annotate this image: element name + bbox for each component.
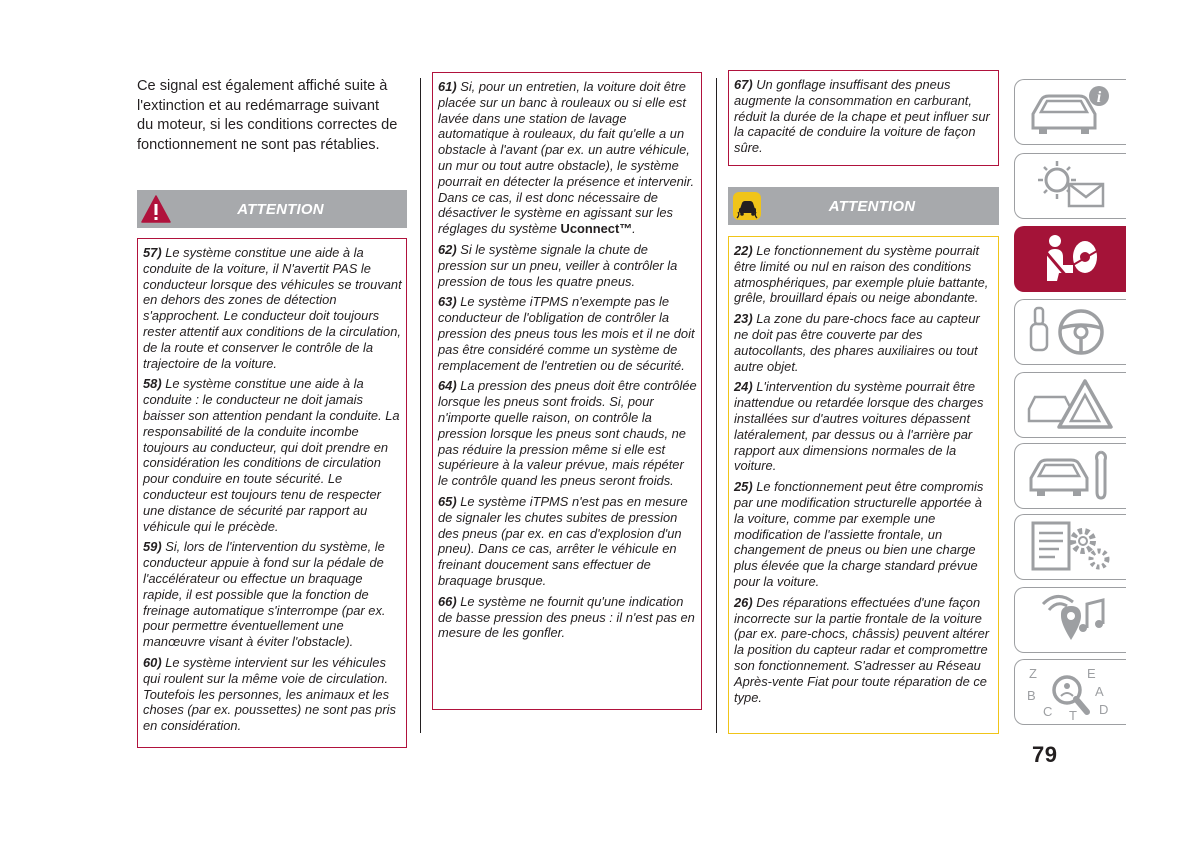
svg-text:i: i: [1096, 89, 1101, 106]
attention-header-left: [137, 190, 407, 228]
tab-multimedia[interactable]: [1014, 587, 1126, 653]
note-24: 24) L'intervention du système pourrait être inattendue ou retardée lorsque des charges installées sur d'autres voitures dépassent latéralement, par dessus ou à l'arrière par rapport aux dimensions normales de la voiture.: [734, 379, 984, 474]
note-63: 63) Le système iTPMS n'exempte pas le conducteur de l'obligation de contrôler la pression des pneus tous les mois et il ne doit pas être considéré comme un système de remplacement de l'entretien ou de sécurité.: [438, 294, 695, 373]
note-box-67: [728, 70, 999, 166]
svg-text:E: E: [1086, 666, 1096, 681]
notes-box-middle: [432, 72, 702, 710]
attention-notes-box-left: [137, 238, 407, 748]
note-65: 65) Le système iTPMS n'est pas en mesure de signaler les chutes subites de pression des pneus (par ex. en cas d'explosion d'un pneu). Dans ce cas, arrêter le véhicule en freinant doucement sans effectuer de braquage brusque.: [438, 493, 688, 588]
note-59: 59) Si, lors de l'intervention du système, le conducteur appuie à fond sur la pédale de l'accélérateur ou effectue un braquage rapide, il est possible que la fonction de freinage automatique s'interrompe (par ex. pour permettre éventuellement une manœuvre visant à éviter l'obstacle).: [143, 539, 386, 650]
tab-starting-driving[interactable]: [1014, 299, 1126, 365]
note-57: 57) Le système constitue une aide à la conduite de la voiture, il N'avertit PAS le conducteur lorsque des véhicules se trouvant en dehors des zones de détection s'approchent. Le conducteur doit toujours rester attentif aux conditions de la circulation, de la route et conserver le contrôle de la trajectoire de la voiture.: [143, 245, 402, 371]
note-66: 66) Le système ne fournit qu'une indication de basse pression des pneus : il n'est pas en mesure de les gonfler.: [438, 593, 695, 641]
svg-text:D: D: [1098, 702, 1108, 717]
svg-text:C: C: [1042, 704, 1052, 719]
note-22: 22) Le fonctionnement du système pourrait être limité ou nul en raison des conditions atmosphériques, par exemple pluie battante, grêle, brouillard épais ou neige abondante.: [734, 243, 989, 306]
svg-text:T: T: [1068, 708, 1077, 720]
svg-text:B: B: [1026, 688, 1036, 703]
tab-car-info[interactable]: [1014, 79, 1126, 145]
warning-triangle-icon: [140, 193, 172, 225]
note-58: 58) Le système constitue une aide à la conduite : le conducteur ne doit jamais baisser son attention pendant la conduite. La responsabilité de la conduite incombe toujours au conducteur, qui doit prendre en considération les conditions de circulation pour conduire en toute sécurité. Le conducteur est toujours tenu de respecter une distance de sécurité par rapport au véhicule qui le précède.: [143, 376, 400, 534]
tab-warning-lights-messages[interactable]: [1014, 153, 1126, 219]
note-23: 23) La zone du pare-chocs face au capteur ne doit pas être couverte par des autocollants, des phares auxiliaires ou tout autre objet.: [734, 311, 980, 374]
svg-text:Z: Z: [1028, 666, 1037, 681]
column-divider: [420, 78, 421, 733]
note-67: 67) Un gonflage insuffisant des pneus augmente la consommation en carburant, réduit la durée de la chape et peut influer sur la capacité de conduire la voiture de façon sûre.: [734, 77, 990, 156]
svg-text:A: A: [1094, 684, 1104, 699]
note-26: 26) Des réparations effectuées d'une façon incorrecte sur la partie frontale de la voiture (par ex. pare-chocs, châssis) peuvent altérer la position du capteur radar et compromettre son fonctionnement. S'adresser au Réseau Après-vente Fiat pour toute réparation de ce type.: [734, 594, 990, 705]
emergency-triangle-car-icon: [1025, 377, 1117, 433]
tab-safety[interactable]: [1014, 226, 1126, 292]
intro-paragraph: Ce signal est également affiché suite à l'extinction et au redémarrage suivant du moteur, si les conditions correctes de fonctionnement ne sont pas rétablies.: [137, 78, 398, 153]
page-number: 79: [1032, 742, 1058, 767]
safety-seatbelt-airbag-icon: [1025, 231, 1117, 287]
note-61: 61) Si, pour un entretien, la voiture doit être placée sur un banc à rouleaux ou si elle est lavée dans une station de lavage automatique à rouleaux, du fait qu'elle a un obstacle à l'avant (par ex. un autre véhicule, un mur ou tout autre obstacle), le système pourrait en détecter la présence et intervenir. Dans ce cas, il est donc nécessaire de désactiver le système en agissant sur les réglages du système Uconnect™.: [438, 79, 695, 237]
tab-servicing-care[interactable]: [1014, 443, 1126, 509]
car-info-icon: [1025, 84, 1117, 140]
attention-title: ATTENTION: [237, 200, 324, 218]
attention-notes-box-right: [728, 236, 999, 734]
key-steering-wheel-icon: [1025, 304, 1117, 360]
attention-header-right: [728, 187, 999, 225]
warning-lights-messages-icon: [1025, 158, 1117, 214]
skidding-car-icon: [731, 190, 763, 222]
alphabetical-index-icon: [1025, 664, 1117, 720]
technical-data-gears-icon: [1025, 519, 1117, 575]
tab-technical-data[interactable]: [1014, 514, 1126, 580]
tab-in-emergency[interactable]: [1014, 372, 1126, 438]
attention-title: ATTENTION: [828, 197, 916, 215]
note-25: 25) Le fonctionnement peut être compromis par une modification structurelle apportée à la voiture, comme par exemple une modification de l'assiette frontale, un changement de pneus ou bien une charge plus élevée que la charge standard prévue pour la voiture.: [734, 479, 984, 589]
column-divider: [716, 78, 717, 733]
note-60: 60) Le système intervient sur les véhicules qui roulent sur la même voie de circulation. Toutefois les personnes, les animaux et les choses (par ex. poussettes) ne sont pas pris en considération.: [143, 654, 396, 734]
car-maintenance-wrench-icon: [1025, 448, 1117, 504]
note-64: 64) La pression des pneus doit être contrôlée lorsque les pneus sont froids. Si, pour n'importe quelle raison, on contrôle la pression lorsque les pneus sont chauds, ne pas réduire la pression même si elle est supérieure à la valeur prévue, mais répéter le contrôle quand les pneus seront froids.: [438, 378, 697, 489]
tab-index[interactable]: [1014, 659, 1126, 725]
note-62: 62) Si le système signale la chute de pression sur un pneu, veiller à contrôler la pression de tous les quatre pneus.: [438, 241, 678, 289]
multimedia-icon: [1025, 592, 1117, 648]
